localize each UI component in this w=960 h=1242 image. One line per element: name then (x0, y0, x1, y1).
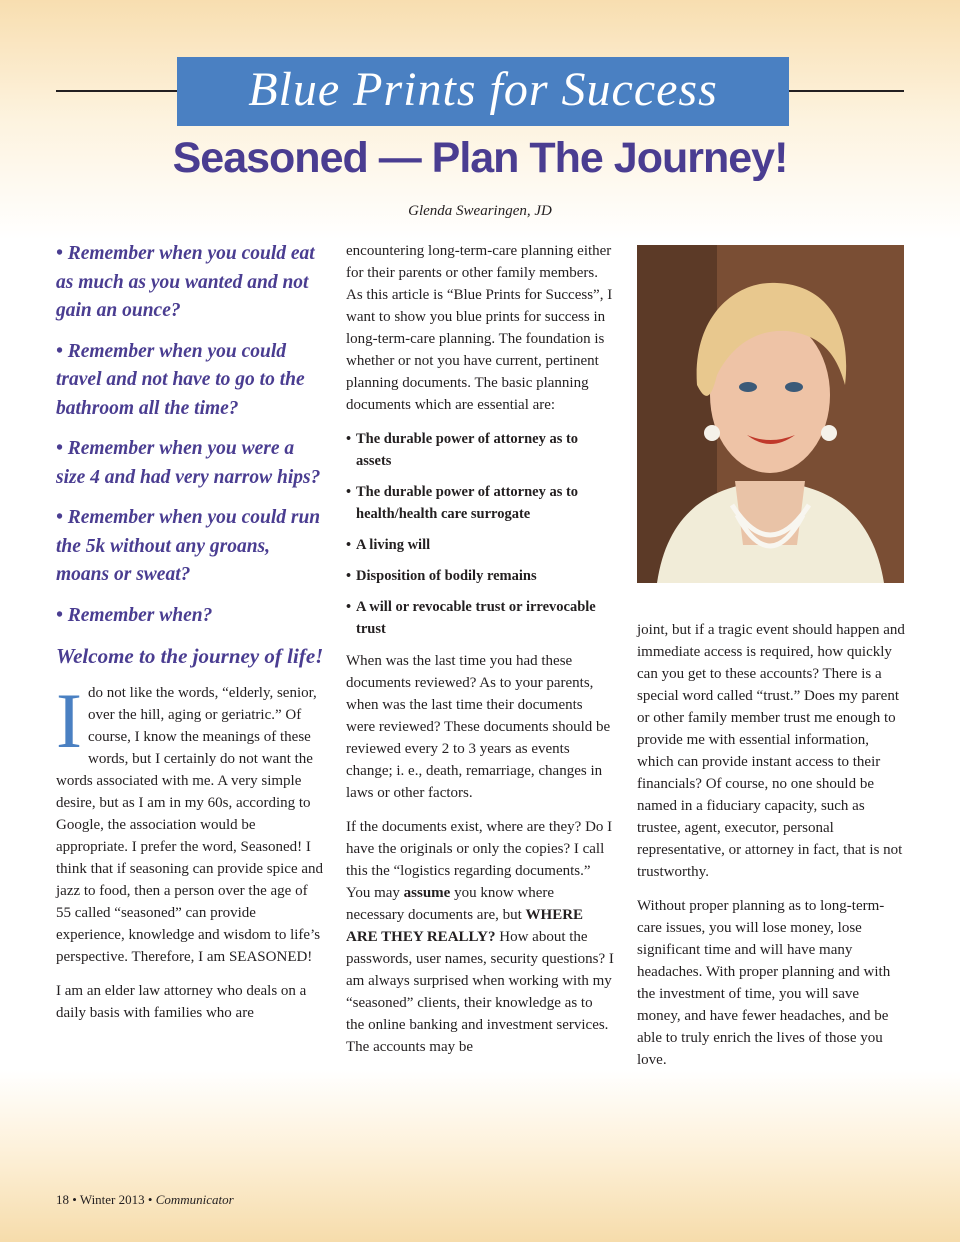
paragraph (346, 816, 614, 1058)
paragraph: Without proper planning as to long-term-care issues, you will lose money, lose significant time and will have many headaches. With proper planning and with the investment of time, you will save money, and have fewer headaches, and be able to truly enrich the lives of those you love. (637, 898, 891, 1068)
list-item: • The durable power of attorney as to health/health care surrogate (346, 481, 614, 525)
remember-item: • Remember when you could travel and not have to go to the bathroom all the time? (56, 340, 305, 419)
remember-item: • Remember when you were a size 4 and had very narrow hips? (56, 438, 321, 488)
list-item: • The durable power of attorney as to assets (346, 428, 614, 472)
column-middle (346, 240, 614, 1070)
paragraph-text: If the documents exist, where are they? Do I have the originals or only the copies? I call this the “logistics regarding documents.” You may (346, 819, 613, 901)
list-item: • Disposition of bodily remains (346, 565, 614, 587)
paragraph: joint, but if a tragic event should happen and immediate access is required, how quickly can you get to these accounts? There is a special word called “trust.” Does my parent or other family member trust me enough to provide me with essential information, which can provide instant access to their financials? Of course, no one should be named in a fiduciary capacity, such as trustee, agent, executor, personal representative, or attorney in fact, that is not trustworthy. (637, 622, 905, 880)
emphasis-text: assume (403, 885, 451, 901)
paragraph: encountering long-term-care planning either for their parents or other family members. As this article is “Blue Prints for Success”, I want to show you blue prints for success in long-term-care planning. The foundation is whether or not you have current, pertinent planning documents. The basic planning documents which are essential are: (346, 243, 613, 413)
column-right (637, 619, 905, 1083)
list-item: • A will or revocable trust or irrevocable trust (346, 596, 614, 640)
drop-cap: I (56, 677, 82, 764)
series-banner: Blue Prints for Success (177, 57, 789, 126)
remember-item: • Remember when you could run the 5k without any groans, moans or sweat? (56, 507, 321, 585)
column-left (56, 240, 326, 1036)
list-item: • A living will (346, 534, 614, 556)
paragraph-text: How about the passwords, user names, security questions? I am always surprised when working with my “seasoned” clients, their knowledge as to the online banking and investment services. The accounts may be (346, 929, 614, 1055)
paragraph: When was the last time you had these documents reviewed? As to your parents, when was the last time their documents were reviewed? These documents should be reviewed every 2 to 3 years as events change; i. e., death, remarriage, changes in laws or other factors. (346, 653, 611, 801)
article-headline: Seasoned — Plan The Journey! (172, 134, 788, 182)
documents-list (346, 428, 614, 640)
intro-paragraph-text: do not like the words, “elderly, senior, over the hill, aging or geriatric.” Of course, I know the meanings of these words, but I certainly do not want the words associated with me. A very simple desire, but as I am in my 60s, according to Google, the association would be appropriate. I prefer the word, Seasoned! I think that if seasoning can provide spice and jazz to food, then a person over the age of 55 called “seasoned” can provide experience, knowledge and wisdom to life’s perspective. Therefore, I am SEASONED! (56, 685, 324, 965)
author-portrait-illustration (637, 245, 904, 583)
header-rule-left (56, 90, 177, 92)
paragraph: I am an elder law attorney who deals on a daily basis with families who are (56, 983, 307, 1021)
magazine-name: Communicator (155, 1192, 234, 1207)
remember-item: • Remember when? (56, 604, 213, 626)
author-photo (637, 245, 904, 583)
page-footer (56, 1192, 234, 1208)
emphasis-text: WHERE ARE THEY REALLY? (346, 907, 584, 945)
intro-paragraph (56, 677, 326, 968)
page-info: 18 • Winter 2013 • (56, 1192, 156, 1207)
author-byline: Glenda Swearingen, JD (408, 203, 552, 219)
remember-item: • Remember when you could eat as much as you wanted and not gain an ounce? (56, 243, 315, 321)
header-rule-right (789, 90, 904, 92)
paragraph-text: you know where necessary documents are, but (346, 885, 555, 923)
welcome-line: Welcome to the journey of life! (56, 644, 324, 668)
